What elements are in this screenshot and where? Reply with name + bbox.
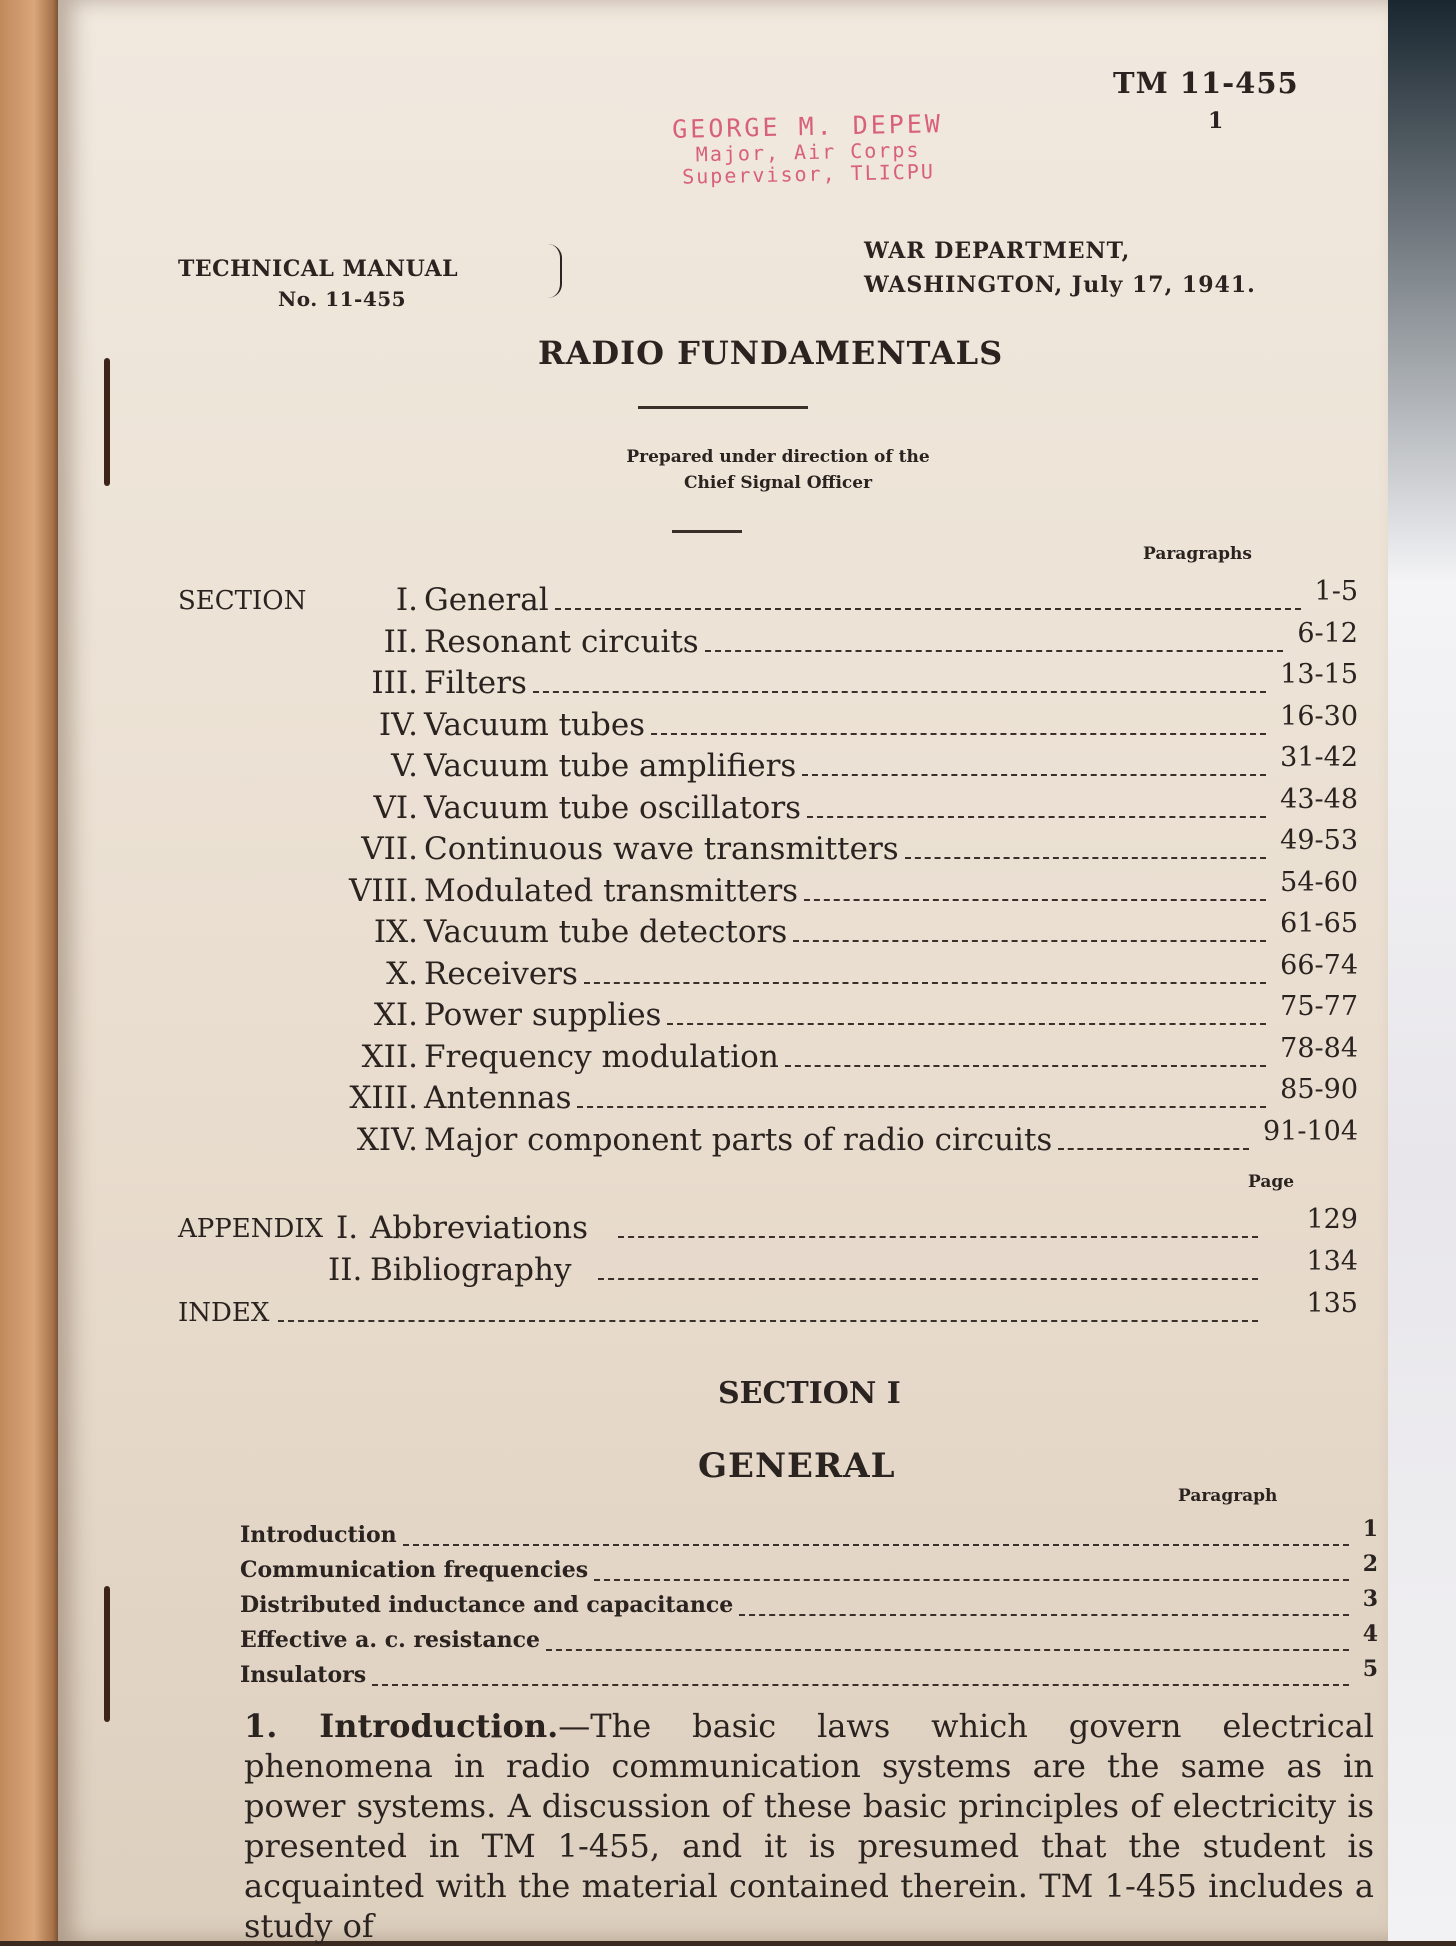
section-range: 75-77 bbox=[1280, 991, 1358, 1022]
section-roman: X. bbox=[386, 955, 418, 992]
leader-dots bbox=[802, 774, 1266, 776]
section-title: Filters bbox=[424, 665, 527, 701]
section-range: 66-74 bbox=[1280, 949, 1358, 981]
section-roman: II. bbox=[383, 623, 418, 660]
section-title: Antennas bbox=[424, 1080, 572, 1116]
toc-section-row bbox=[178, 617, 1358, 664]
section-title: Modulated transmitters bbox=[424, 872, 799, 909]
section-title: Resonant circuits bbox=[424, 623, 699, 660]
contents-label: Introduction bbox=[240, 1522, 397, 1548]
section-roman: XIV. bbox=[356, 1121, 418, 1158]
section-title: Continuous wave transmitters bbox=[424, 831, 899, 867]
ink-stamp bbox=[617, 108, 998, 189]
leader-dots bbox=[739, 1614, 1349, 1616]
contents-number: 5 bbox=[1362, 1656, 1378, 1682]
toc-section-row bbox=[178, 908, 1358, 954]
paragraphs-column-header: Paragraphs bbox=[1143, 544, 1252, 564]
contents-row bbox=[178, 1516, 1378, 1554]
section-title: General bbox=[424, 582, 549, 618]
stamp-line-1: GEORGE M. DEPEW bbox=[671, 109, 944, 144]
section-range: 78-84 bbox=[1280, 1032, 1358, 1064]
leader-dots bbox=[372, 1684, 1349, 1686]
toc-appendix-row bbox=[178, 1246, 1358, 1292]
section-range: 16-30 bbox=[1280, 700, 1358, 732]
appendix-roman: II. bbox=[328, 1252, 363, 1288]
contents-number: 2 bbox=[1362, 1551, 1378, 1577]
tm-number: TM 11-455 bbox=[1113, 66, 1299, 100]
section-roman: IV. bbox=[378, 706, 418, 743]
manual-number: No. 11-455 bbox=[278, 287, 407, 311]
section-roman: V. bbox=[391, 748, 418, 784]
paragraph-lead: 1. Introduction. bbox=[244, 1707, 559, 1745]
leader-dots bbox=[1058, 1148, 1249, 1150]
leader-dots bbox=[807, 816, 1266, 818]
body-paragraph bbox=[244, 1706, 1374, 1946]
toc-section-row bbox=[178, 991, 1358, 1037]
section-range: 1-5 bbox=[1314, 576, 1358, 607]
leader-dots bbox=[785, 1065, 1266, 1067]
leader-dots bbox=[594, 1579, 1349, 1581]
leader-dots bbox=[705, 650, 1283, 652]
leader-dots bbox=[533, 691, 1266, 693]
section-title: Vacuum tube amplifiers bbox=[424, 748, 797, 784]
prepared-rule bbox=[672, 530, 742, 533]
section-roman: VII. bbox=[361, 831, 418, 867]
contents-row bbox=[178, 1656, 1378, 1694]
leader-dots bbox=[546, 1649, 1349, 1651]
section-roman: III. bbox=[371, 665, 418, 701]
contents-number: 4 bbox=[1362, 1621, 1378, 1647]
section-range: 6-12 bbox=[1297, 617, 1358, 649]
section-range: 43-48 bbox=[1280, 783, 1358, 815]
contents-row bbox=[178, 1551, 1378, 1589]
brace bbox=[546, 244, 562, 298]
section-range: 61-65 bbox=[1280, 908, 1358, 939]
stamp-line-2: Major, Air Corps bbox=[695, 137, 921, 167]
toc-section-row bbox=[178, 1074, 1358, 1120]
leader-dots bbox=[577, 1106, 1266, 1108]
contents-label: Insulators bbox=[240, 1662, 367, 1688]
toc-section-row bbox=[178, 866, 1358, 913]
section-range: 13-15 bbox=[1280, 659, 1358, 690]
contents-row bbox=[178, 1586, 1378, 1624]
prepared-line-2: Chief Signal Officer bbox=[683, 473, 873, 493]
toc-section-row bbox=[178, 659, 1358, 705]
appendix-word: APPENDIX bbox=[178, 1214, 324, 1244]
leader-dots bbox=[793, 940, 1266, 942]
leader-dots bbox=[555, 608, 1301, 610]
index-page: 135 bbox=[1306, 1288, 1358, 1319]
department-date: WASHINGTON, July 17, 1941. bbox=[864, 272, 1256, 298]
section-range: 85-90 bbox=[1280, 1074, 1358, 1105]
leader-dots bbox=[905, 857, 1266, 859]
section-roman: VI. bbox=[373, 789, 418, 826]
section-roman: VIII. bbox=[349, 872, 418, 909]
document-page bbox=[58, 0, 1388, 1945]
margin-mark bbox=[104, 358, 110, 486]
leader-dots bbox=[618, 1236, 1258, 1238]
section-title: Receivers bbox=[424, 955, 578, 992]
section-heading: SECTION I bbox=[718, 1376, 901, 1411]
contents-label: Communication frequencies bbox=[240, 1557, 589, 1583]
section-range: 54-60 bbox=[1280, 866, 1358, 898]
section-title: Power supplies bbox=[424, 997, 662, 1033]
paragraph-column-header: Paragraph bbox=[1178, 1486, 1278, 1506]
margin-mark bbox=[104, 1586, 110, 1722]
contents-label: Effective a. c. resistance bbox=[240, 1627, 540, 1653]
section-title: Major component parts of radio circuits bbox=[424, 1121, 1053, 1158]
section-title: Vacuum tube oscillators bbox=[424, 789, 802, 826]
paragraph-text: —The basic laws which govern electrical phenomena in radio communication systems are the same as in power systems. A discussion of these basic principles of electricity is presented in TM 1-455, and it is presumed that the student is acquainted with the material contained therein. TM 1-455 includes a study of bbox=[244, 1707, 1374, 1945]
department-name: WAR DEPARTMENT, bbox=[864, 238, 1131, 264]
background-right bbox=[1376, 0, 1456, 1941]
appendix-title: Bibliography bbox=[370, 1252, 572, 1288]
page-column-header: Page bbox=[1248, 1172, 1295, 1192]
toc-section-row bbox=[178, 1032, 1358, 1079]
section-title: Frequency modulation bbox=[424, 1038, 779, 1075]
section-roman: I. bbox=[395, 582, 418, 618]
leader-dots bbox=[403, 1544, 1349, 1546]
department-block bbox=[864, 234, 1256, 302]
manual-label-text: TECHNICAL MANUAL bbox=[178, 256, 459, 282]
section-range: 31-42 bbox=[1280, 742, 1358, 773]
toc-section-row bbox=[178, 825, 1358, 871]
contents-row bbox=[178, 1621, 1378, 1659]
leader-dots bbox=[598, 1278, 1258, 1280]
section-range: 91-104 bbox=[1262, 1115, 1358, 1147]
section-roman: XII. bbox=[361, 1038, 418, 1075]
appendix-page: 134 bbox=[1306, 1246, 1358, 1277]
section-roman: XIII. bbox=[349, 1080, 418, 1116]
section-roman: XI. bbox=[373, 997, 418, 1033]
section-title: GENERAL bbox=[698, 1446, 896, 1486]
leader-dots bbox=[804, 899, 1266, 901]
section-word: SECTION bbox=[178, 586, 307, 616]
toc-section-row bbox=[178, 783, 1358, 830]
contents-number: 3 bbox=[1362, 1586, 1378, 1612]
section-range: 49-53 bbox=[1280, 825, 1358, 856]
document-title: RADIO FUNDAMENTALS bbox=[538, 334, 1004, 372]
prepared-line-1: Prepared under direction of the bbox=[626, 447, 930, 467]
leader-dots bbox=[278, 1320, 1258, 1322]
section-title: Vacuum tube detectors bbox=[424, 914, 788, 950]
appendix-roman: I. bbox=[336, 1210, 359, 1246]
appendix-page: 129 bbox=[1306, 1204, 1358, 1235]
toc-section-row bbox=[178, 949, 1358, 996]
left-page-edge bbox=[0, 0, 62, 1941]
index-label: INDEX bbox=[178, 1298, 270, 1328]
page-number: 1 bbox=[1208, 108, 1224, 134]
prepared-note bbox=[578, 444, 978, 496]
toc-appendix-row bbox=[178, 1204, 1358, 1250]
toc-section-row bbox=[178, 576, 1358, 622]
section-roman: IX. bbox=[373, 914, 418, 950]
toc-index-row bbox=[178, 1288, 1358, 1334]
appendix-title: Abbreviations bbox=[370, 1210, 589, 1246]
leader-dots bbox=[651, 733, 1266, 735]
section-title: Vacuum tubes bbox=[424, 706, 646, 743]
toc-section-row bbox=[178, 700, 1358, 747]
contents-number: 1 bbox=[1362, 1516, 1378, 1542]
toc-section-row bbox=[178, 1115, 1358, 1162]
stamp-line-3: Supervisor, TLICPU bbox=[681, 159, 936, 189]
leader-dots bbox=[667, 1023, 1266, 1025]
leader-dots bbox=[584, 982, 1266, 984]
manual-label bbox=[178, 254, 458, 314]
title-rule bbox=[638, 406, 808, 409]
toc-section-row bbox=[178, 742, 1358, 788]
contents-label: Distributed inductance and capacitance bbox=[240, 1592, 734, 1618]
